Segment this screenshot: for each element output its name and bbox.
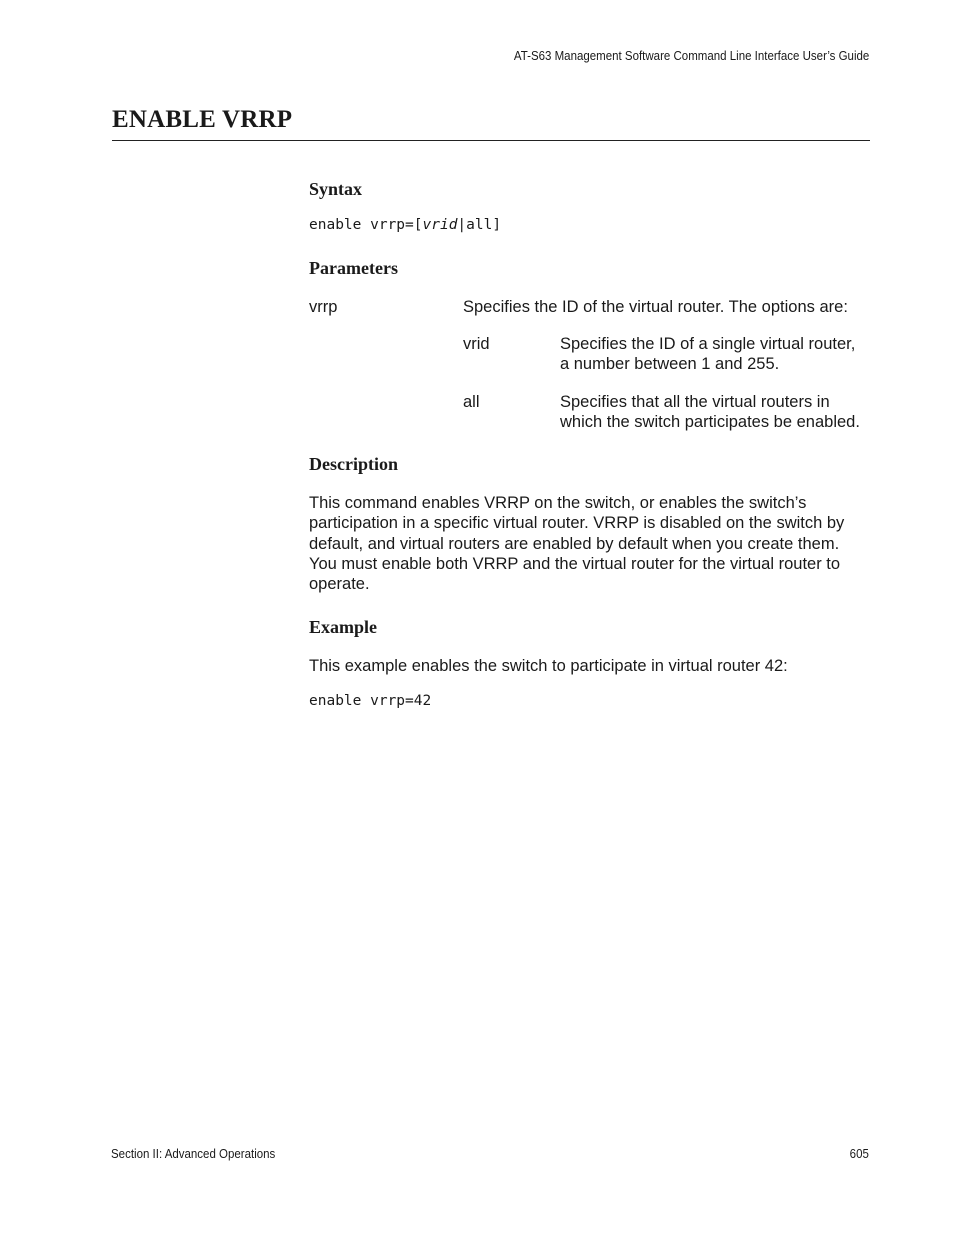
page-title: ENABLE VRRP (112, 106, 293, 133)
option-description-line: which the switch participates be enabled. (560, 413, 860, 432)
footer-section: Section II: Advanced Operations (111, 1147, 276, 1161)
description-line: You must enable both VRRP and the virtual router for the virtual router to (309, 554, 841, 573)
option-name-all: all (463, 393, 480, 411)
example-text: This example enables the switch to participate in virtual router 42: (309, 657, 788, 675)
description-line: participation in a specific virtual router. VRRP is disabled on the switch by (309, 514, 845, 533)
description-line: This command enables VRRP on the switch, or enables the switch’s (309, 494, 807, 512)
description-line: operate. (309, 575, 370, 594)
option-description-line: a number between 1 and 255. (560, 355, 780, 374)
syntax-code (309, 217, 501, 233)
option-description-vrid (560, 334, 855, 375)
option-description-line: Specifies the ID of a single virtual router, (560, 335, 856, 353)
option-description-all (560, 392, 860, 433)
example-code: enable vrrp=42 (309, 693, 432, 709)
description-paragraph (309, 493, 844, 594)
example-heading: Example (309, 617, 378, 637)
description-line: default, and virtual routers are enabled by default when you create them. (309, 534, 840, 553)
title-divider (112, 140, 870, 141)
option-name-vrid: vrid (463, 335, 490, 353)
syntax-code-suffix: |all] (457, 217, 502, 233)
option-description-line: Specifies that all the virtual routers in (560, 393, 830, 411)
running-header: AT-S63 Management Software Command Line Interface User’s Guide (513, 49, 869, 63)
syntax-heading: Syntax (309, 179, 363, 199)
param-name: vrrp (309, 298, 338, 316)
description-heading: Description (309, 454, 398, 474)
syntax-code-param: vrid (422, 217, 458, 233)
parameters-heading: Parameters (309, 258, 398, 278)
param-description: Specifies the ID of the virtual router. The options are: (463, 298, 848, 316)
syntax-code-prefix: enable vrrp=[ (309, 217, 423, 233)
footer-page-number: 605 (849, 1147, 869, 1161)
